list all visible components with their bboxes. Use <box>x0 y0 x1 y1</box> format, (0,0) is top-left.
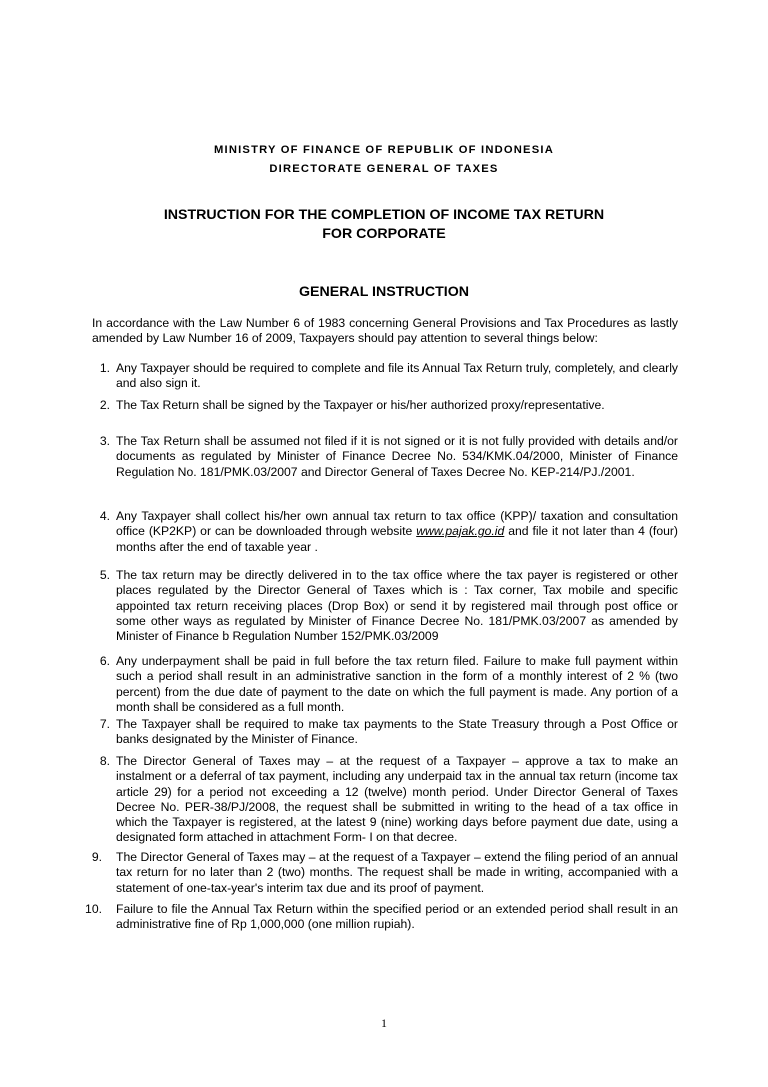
list-item <box>70 434 678 480</box>
list-item <box>70 754 678 846</box>
list-item <box>70 902 678 933</box>
directorate-heading: DIRECTORATE GENERAL OF TAXES <box>269 163 499 175</box>
website-link[interactable]: www.pajak.go.id <box>416 524 505 539</box>
list-item-text: The Tax Return shall be signed by the Taxpayer or his/her authorized proxy/representative. <box>116 398 605 412</box>
list-item-number: 7. <box>99 717 110 731</box>
section-title: GENERAL INSTRUCTION <box>299 284 469 300</box>
list-item-number: 10. <box>85 902 102 916</box>
list-item-text-part: and file it not later than 4 (four) months after the end of taxable year . <box>116 524 678 554</box>
page-number: 1 <box>381 1016 387 1030</box>
list-item <box>70 717 678 748</box>
list-item-number: 5. <box>99 568 110 582</box>
list-item <box>70 654 678 715</box>
list-item-text: Any underpayment shall be paid in full before the tax return filed. Failure to make full payment within such a period shall result in an administrative sanction in the form of a monthly interest of 2 % (two percent) from the due date of payment to the date on which the full payment is made. Any portion of a month shall be considered as a full month. <box>116 654 678 714</box>
list-item-text <box>116 509 678 555</box>
list-item <box>70 850 678 896</box>
list-item-number: 3. <box>99 434 110 448</box>
list-item-text: The Director General of Taxes may – at the request of a Taxpayer – extend the filing period of an annual tax return for no later than 2 (two) months. The request shall be made in writing, accompanied with a statement of one-tax-year's interim tax due and its proof of payment. <box>116 850 678 895</box>
intro-paragraph: In accordance with the Law Number 6 of 1983 concerning General Provisions and Tax Procedures as lastly amended by Law Number 16 of 2009, Taxpayers should pay attention to several things below: <box>92 316 678 346</box>
list-item-text: Any Taxpayer should be required to complete and file its Annual Tax Return truly, completely, and clearly and also sign it. <box>116 361 678 391</box>
list-item-number: 8. <box>99 754 110 768</box>
list-item <box>70 568 678 644</box>
ministry-heading: MINISTRY OF FINANCE OF REPUBLIK OF INDONESIA <box>214 144 554 156</box>
list-item-text: The Tax Return shall be assumed not filed if it is not signed or it is not fully provided with details and/or documents as regulated by Minister of Finance Decree No. 534/KMK.04/2000, Minister of Finance Regulation No. 181/PMK.03/2007 and Director General of Taxes Decree No. KEP-214/PJ./2001. <box>116 434 678 479</box>
list-item-text: The Taxpayer shall be required to make tax payments to the State Treasury through a Post Office or banks designated by the Minister of Finance. <box>116 717 678 747</box>
list-item-text: The Director General of Taxes may – at the request of a Taxpayer – approve a tax to make an instalment or a deferral of tax payment, including any underpaid tax in the annual tax return (income tax article 29) for a period not exceeding a 12 (twelve) month period. Under Director General of Taxes Decree No. PER-38/PJ/2008, the request shall be submitted in writing to the head of a tax office in which the Taxpayer is registered, at the latest 9 (nine) working days before payment due date, using a designated form attached in attachment Form- I on that decree. <box>116 754 678 845</box>
list-item-text-part: Any Taxpayer shall collect his/her own annual tax return to tax office (KPP)/ taxation and consultation office (KP2KP) or can be downloaded through website <box>116 509 678 539</box>
list-item-number: 9. <box>91 850 102 864</box>
document-title: INSTRUCTION FOR THE COMPLETION OF INCOME TAX RETURN <box>163 207 605 223</box>
document-subtitle: FOR CORPORATE <box>322 226 446 242</box>
list-item-number: 4. <box>99 509 110 523</box>
list-item-text: The tax return may be directly delivered in to the tax office where the tax payer is registered or other places regulated by the Director General of Taxes which is : Tax corner, Tax mobile and specific appointed tax return receiving places (Drop Box) or send it by registered mail through post office or some other ways as regulated by Minister of Finance Decree No. 181/PMK.03/2007 as amended by Minister of Finance b Regulation Number 152/PMK.03/2009 <box>116 568 678 644</box>
list-item-number: 1. <box>99 361 110 375</box>
list-item-number: 2. <box>99 398 110 412</box>
list-item-text: Failure to file the Annual Tax Return within the specified period or an extended period shall result in an administrative fine of Rp 1,000,000 (one million rupiah). <box>116 902 678 932</box>
list-item <box>70 361 678 392</box>
list-item-number: 6. <box>99 654 110 668</box>
list-item <box>70 509 678 555</box>
list-item <box>70 398 678 413</box>
